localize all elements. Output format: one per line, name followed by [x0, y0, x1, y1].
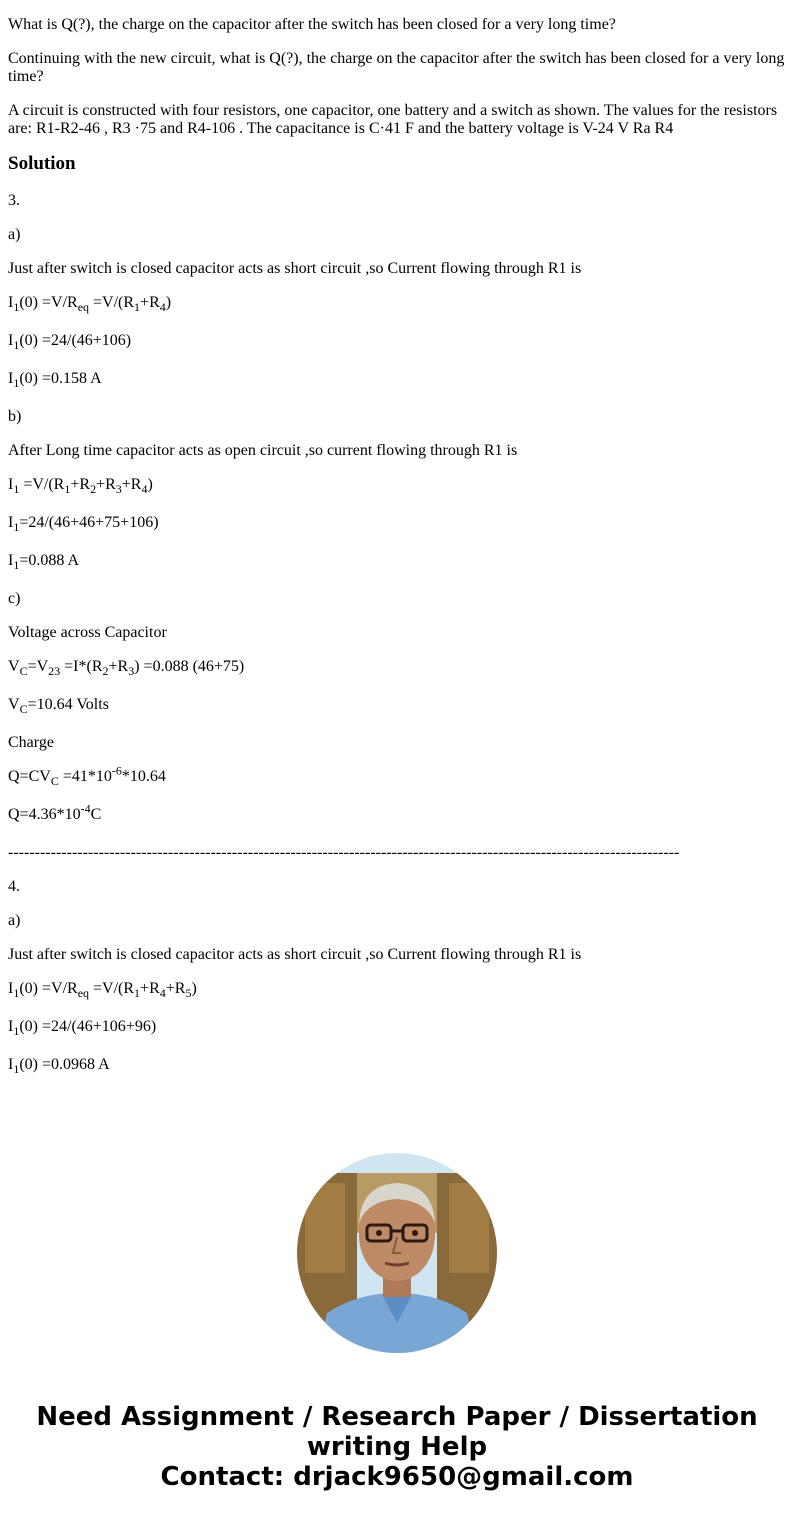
avatar [297, 1153, 497, 1353]
equation: $I_1(0) =0.0968$ A [8, 1056, 110, 1077]
q3-part-a-text: Just after switch is closed capacitor acts as short circuit ,so Current flowing through R1 is [8, 260, 582, 277]
footer-contact: Contact: drjack9650@gmail.com [160, 1462, 634, 1492]
footer-line-1: Need Assignment / Research Paper / Dissertation [36, 1402, 758, 1432]
equation: $I_1(0) =V/R_{eq} =V/(R_1+R_4)$ [8, 294, 172, 315]
equation: $V_C=V_{23} =I*(R_2+R_3) =0.088$ (46+75) [8, 658, 245, 679]
section-divider: ------------------------------------------------------------------------------------------------------------------------------ [8, 844, 680, 861]
document-body [8, 0, 788, 1094]
equation: $I_1=24/(46+46+75+106)$ [8, 514, 159, 535]
equation: $I_1(0) =0.158$ A [8, 370, 102, 391]
q3-charge-label: Charge [8, 734, 54, 751]
q3-part-c-text: Voltage across Capacitor [8, 624, 167, 641]
q3-part-b-label: b) [8, 408, 22, 425]
q3-number: 3. [8, 192, 20, 209]
q3-part-c-label: c) [8, 590, 21, 607]
solution-heading: Solution [8, 153, 76, 174]
q3-part-a-label: a) [8, 226, 21, 243]
equation: $I_1(0) =24/(46+106+96)$ [8, 1018, 157, 1039]
q3-part-b-text: After Long time capacitor acts as open circuit ,so current flowing through R1 is [8, 442, 518, 459]
question-circuit-description: A circuit is constructed with four resistors, one capacitor, one battery and a switch as shown. The values for the resistors are: R1-R2-46 , R3 ·75 and R4-106 . The capacitance is C·41 F and the battery voltage is V-24 V Ra R4 [8, 102, 778, 137]
equation: $I_1 =V/(R_1+R_2+R_3+R_4)$ [8, 476, 153, 497]
question-long-time-charge: What is Q(?), the charge on the capacitor after the switch has been closed for a very long time? [8, 16, 616, 33]
equation: $I_1(0) =V/R_{eq} =V/(R_1+R_4+R_5)$ [8, 980, 197, 1001]
equation: $V_C=10.64$ Volts [8, 696, 109, 717]
q4-part-a-label: a) [8, 912, 21, 929]
equation: $Q=CV_C =41*10^{-6}*10.64$ [8, 763, 166, 789]
equation: $I_1(0) =24/(46+106)$ [8, 332, 132, 353]
avatar-photo [297, 1153, 497, 1353]
footer-line-2: writing Help [306, 1432, 488, 1462]
q4-number: 4. [8, 878, 20, 895]
footer-banner [0, 1402, 794, 1492]
equation: $Q=4.36*10^{-4}C$ [8, 801, 102, 823]
question-new-circuit-charge: Continuing with the new circuit, what is Q(?), the charge on the capacitor after the switch has been closed for a very long time? [8, 50, 785, 85]
q4-part-a-text: Just after switch is closed capacitor acts as short circuit ,so Current flowing through R1 is [8, 946, 582, 963]
equation: $I_1=0.088$ A [8, 552, 80, 573]
